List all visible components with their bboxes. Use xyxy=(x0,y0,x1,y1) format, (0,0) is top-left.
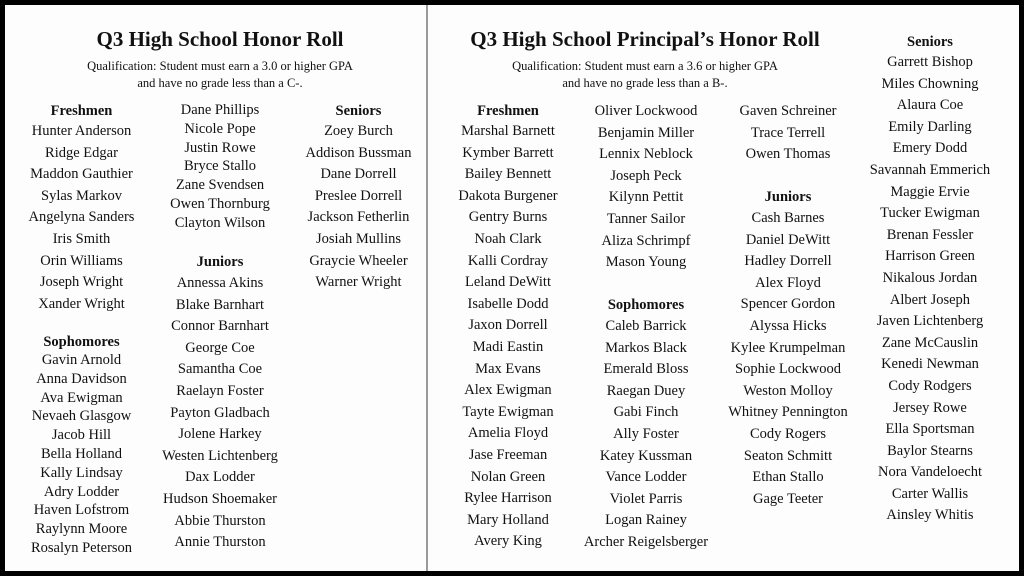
student-name: Rylee Harrison xyxy=(464,490,552,507)
section-heading-freshmen: Freshmen xyxy=(477,103,539,119)
student-name: Markos Black xyxy=(605,339,687,356)
student-name: Garrett Bishop xyxy=(887,54,973,70)
left-column-2 xyxy=(150,101,290,233)
student-name: Jolene Harkey xyxy=(178,426,262,443)
student-name: Logan Rainey xyxy=(605,512,687,529)
left-column-3 xyxy=(296,101,421,294)
student-name: Carter Wallis xyxy=(891,485,969,502)
student-name: Lennix Neblock xyxy=(599,146,693,163)
student-name: Kylee Krumpelman xyxy=(730,339,846,356)
student-name: Angelyna Sanders xyxy=(28,209,135,226)
student-name: Samantha Coe xyxy=(177,361,263,378)
right-column-3 xyxy=(720,101,856,166)
student-name: Gabi Finch xyxy=(613,404,679,421)
student-name: Weston Molloy xyxy=(743,382,833,399)
student-name: Miles Chowning xyxy=(881,75,979,92)
student-name: Cody Rodgers xyxy=(888,377,972,394)
student-name: Alex Ewigman xyxy=(464,382,552,399)
student-name: Katey Kussman xyxy=(599,447,693,464)
student-name: Kalli Cordray xyxy=(467,252,549,269)
student-name: Sophie Lockwood xyxy=(735,361,841,378)
student-name: Javen Lichtenberg xyxy=(876,313,984,330)
principals-honor-roll-qualification xyxy=(430,58,860,92)
honor-roll-title: Q3 High School Honor Roll xyxy=(96,27,344,51)
student-name: Alyssa Hicks xyxy=(749,317,827,334)
student-name: Hudson Shoemaker xyxy=(163,490,277,507)
student-name: Emily Darling xyxy=(888,118,972,135)
student-name: Tanner Sailor xyxy=(606,210,686,227)
student-name: Dakota Burgener xyxy=(458,187,558,204)
student-name: Hunter Anderson xyxy=(31,123,132,139)
section-heading-juniors: Juniors xyxy=(196,254,244,270)
student-name: Whitney Pennington xyxy=(728,404,848,421)
student-name: Emery Dodd xyxy=(892,140,968,157)
student-name: Justin Rowe xyxy=(184,139,256,156)
honor-roll-qualification xyxy=(10,58,430,92)
principals-honor-roll-title: Q3 High School Principal’s Honor Roll xyxy=(470,27,820,51)
student-name: Albert Joseph xyxy=(889,291,971,308)
right-column-2 xyxy=(576,101,716,274)
student-name: Noah Clark xyxy=(474,230,542,247)
student-name: Violet Parris xyxy=(609,490,683,507)
student-name: Avery King xyxy=(474,533,542,550)
student-name: Nikalous Jordan xyxy=(882,269,978,286)
student-name: Nevaeh Glasgow xyxy=(31,408,132,425)
student-name: Vance Lodder xyxy=(605,469,687,486)
qualification-line-2: and have no grade less than a C-. xyxy=(137,76,303,90)
student-name: Jersey Rowe xyxy=(893,399,967,416)
student-name: Madi Eastin xyxy=(472,338,544,355)
student-name: Connor Barnhart xyxy=(171,318,269,335)
student-name: Tayte Ewigman xyxy=(462,403,554,420)
student-name: Ally Foster xyxy=(613,425,679,442)
student-name: Haven Lofstrom xyxy=(33,502,130,519)
student-name: Zane McCauslin xyxy=(881,334,979,351)
qualification-line-1: Qualification: Student must earn a 3.6 or higher GPA xyxy=(512,59,778,73)
student-name: Sylas Markov xyxy=(41,187,122,204)
right-column-3-juniors xyxy=(720,187,856,510)
student-name: Adry Lodder xyxy=(43,483,120,500)
student-name: Payton Gladbach xyxy=(170,404,270,421)
student-name: Seaton Schmitt xyxy=(743,447,833,464)
student-name: Tucker Ewigman xyxy=(880,205,980,222)
student-name: Marshal Barnett xyxy=(461,123,555,139)
student-name: Mason Young xyxy=(605,254,687,271)
student-name: Cody Rogers xyxy=(749,425,827,442)
left-column-2-juniors xyxy=(150,251,290,554)
student-name: Orin Williams xyxy=(40,252,123,269)
right-column-4 xyxy=(862,32,998,527)
student-name: Ava Ewigman xyxy=(40,389,123,406)
student-name: Annessa Akins xyxy=(176,275,264,291)
student-name: Dax Lodder xyxy=(185,469,255,486)
student-name: Blake Barnhart xyxy=(175,296,265,313)
qualification-line-1: Qualification: Student must earn a 3.0 or higher GPA xyxy=(87,59,353,73)
student-name: Maggie Ervie xyxy=(890,183,970,200)
student-name: Bryce Stallo xyxy=(183,158,257,175)
student-name: Bailey Bennett xyxy=(464,166,552,183)
student-name: Ella Sportsman xyxy=(885,421,975,438)
student-name: Owen Thornburg xyxy=(170,195,270,212)
student-name: Gage Teeter xyxy=(753,490,823,507)
student-name: Max Evans xyxy=(475,360,541,377)
student-name: Brenan Fessler xyxy=(886,226,974,243)
right-column-2-sophomores xyxy=(576,295,716,554)
student-name: Jackson Fetherlin xyxy=(307,209,410,226)
student-name: Xander Wright xyxy=(38,295,125,312)
student-name: Caleb Barrick xyxy=(605,318,687,334)
student-name: Graycie Wheeler xyxy=(309,252,408,269)
student-name: Savannah Emmerich xyxy=(869,161,991,178)
student-name: Addison Bussman xyxy=(305,144,412,161)
student-name: Gaven Schreiner xyxy=(739,103,837,119)
student-name: Joseph Peck xyxy=(610,167,682,184)
student-name: Aliza Schrimpf xyxy=(601,232,691,249)
student-name: Raegan Duey xyxy=(606,382,686,399)
student-name: Ethan Stallo xyxy=(752,469,824,486)
student-name: Harrison Green xyxy=(885,248,975,265)
student-name: Gavin Arnold xyxy=(41,352,122,368)
student-name: Dane Dorrell xyxy=(320,166,397,183)
student-name: Owen Thomas xyxy=(745,146,831,163)
student-name: Zane Svendsen xyxy=(175,177,265,194)
student-name: Iris Smith xyxy=(52,230,111,247)
student-name: Raelayn Foster xyxy=(176,382,264,399)
student-name: Rosalyn Peterson xyxy=(30,539,133,556)
section-heading-seniors: Seniors xyxy=(907,34,953,50)
student-name: Daniel DeWitt xyxy=(745,231,831,248)
student-name: Westen Lichtenberg xyxy=(162,447,278,464)
section-heading-seniors: Seniors xyxy=(335,103,382,119)
student-name: Jase Freeman xyxy=(468,446,548,463)
student-name: Trace Terrell xyxy=(750,124,826,141)
student-name: Benjamin Miller xyxy=(597,124,695,141)
student-name: Spencer Gordon xyxy=(740,296,836,313)
section-heading-sophomores: Sophomores xyxy=(607,297,685,313)
student-name: Preslee Dorrell xyxy=(314,187,403,204)
student-name: Leland DeWitt xyxy=(465,274,551,291)
left-column-1-sophomores xyxy=(19,333,144,558)
student-name: Alaura Coe xyxy=(896,97,964,114)
student-name: Kenedi Newman xyxy=(881,356,979,373)
student-name: Ainsley Whitis xyxy=(886,507,974,524)
student-name: Ridge Edgar xyxy=(45,144,118,161)
student-name: Clayton Wilson xyxy=(174,214,266,231)
student-name: Raylynn Moore xyxy=(35,521,128,538)
student-name: Dane Phillips xyxy=(180,102,260,118)
student-name: Cash Barnes xyxy=(751,210,825,226)
student-name: Joseph Wright xyxy=(39,274,124,291)
student-name: Jaxon Dorrell xyxy=(468,317,548,334)
student-name: Jacob Hill xyxy=(51,427,112,444)
student-name: Maddon Gauthier xyxy=(30,166,133,183)
student-name: Alex Floyd xyxy=(755,274,821,291)
student-name: Mary Holland xyxy=(467,511,549,528)
section-heading-freshmen: Freshmen xyxy=(50,103,113,119)
student-name: Anna Davidson xyxy=(36,370,127,387)
student-name: Baylor Stearns xyxy=(887,442,973,459)
student-name: Abbie Thurston xyxy=(174,512,266,529)
student-name: Amelia Floyd xyxy=(467,425,549,442)
section-heading-sophomores: Sophomores xyxy=(43,334,120,350)
student-name: Warner Wright xyxy=(315,274,402,291)
student-name: Gentry Burns xyxy=(468,209,548,226)
student-name: George Coe xyxy=(185,339,255,356)
student-name: Kilynn Pettit xyxy=(608,189,684,206)
qualification-line-2: and have no grade less than a B-. xyxy=(562,76,728,90)
student-name: Emerald Bloss xyxy=(603,361,689,378)
student-name: Annie Thurston xyxy=(174,534,266,551)
student-name: Kally Lindsay xyxy=(40,464,123,481)
student-name: Nicole Pope xyxy=(184,120,256,137)
student-name: Bella Holland xyxy=(41,445,122,462)
right-column-1 xyxy=(444,101,572,553)
student-name: Hadley Dorrell xyxy=(744,253,832,270)
student-name: Zoey Burch xyxy=(324,123,393,139)
student-name: Oliver Lockwood xyxy=(594,103,698,119)
student-name: Kymber Barrett xyxy=(462,144,554,161)
student-name: Archer Reigelsberger xyxy=(583,533,709,550)
student-name: Nolan Green xyxy=(470,468,546,485)
student-name: Nora Vandeloecht xyxy=(877,464,982,481)
student-name: Isabelle Dodd xyxy=(467,295,549,312)
student-name: Josiah Mullins xyxy=(316,230,401,247)
section-heading-juniors: Juniors xyxy=(764,189,812,205)
left-column-1 xyxy=(19,101,144,315)
